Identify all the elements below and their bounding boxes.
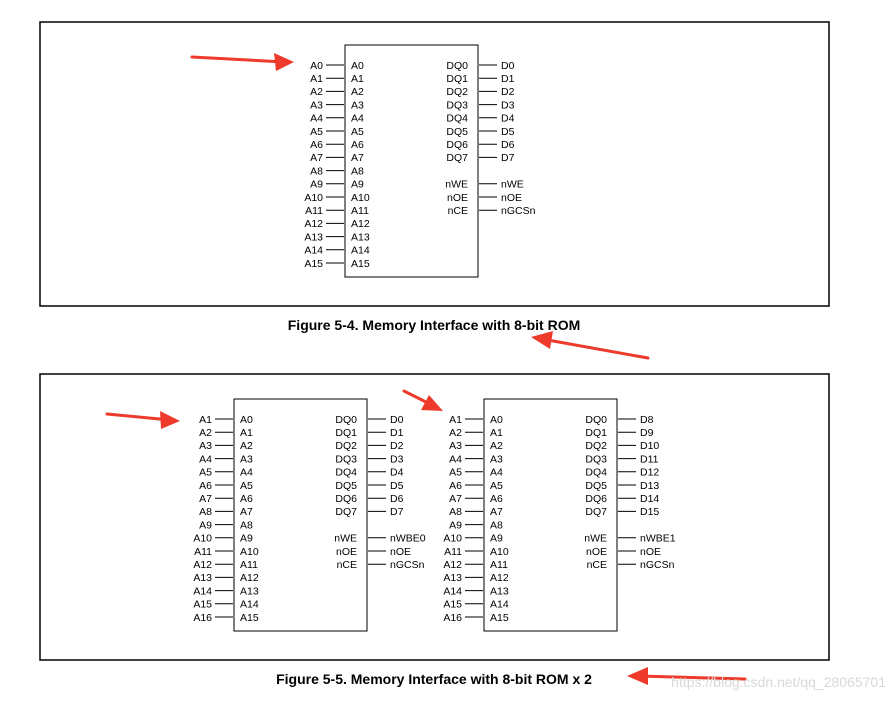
- control-pin-label: nWE: [584, 532, 607, 545]
- data-signal-label: D14: [640, 493, 660, 505]
- data-pin-label: DQ4: [585, 466, 607, 479]
- address-pin-label: A11: [351, 205, 369, 217]
- address-pin-label: A10: [351, 191, 370, 204]
- address-pin-label: A1: [490, 427, 503, 439]
- data-pin-label: DQ4: [446, 112, 468, 125]
- address-signal-label: A16: [443, 611, 462, 624]
- address-pin-label: A6: [351, 139, 364, 151]
- address-pin-label: A15: [351, 257, 370, 270]
- address-signal-label: A13: [304, 231, 323, 244]
- control-signal-label: nOE: [640, 545, 662, 558]
- address-signal-label: A5: [199, 466, 212, 479]
- control-pin-label: nCE: [336, 559, 357, 571]
- address-signal-label: A4: [199, 453, 212, 466]
- red-arrow-annotation-2: [531, 331, 648, 358]
- rom-chip-low-byte: [193, 399, 425, 631]
- address-signal-label: A7: [449, 493, 462, 505]
- rom-chip-1: [304, 45, 535, 277]
- control-pin-label: nOE: [585, 545, 607, 558]
- address-pin-label: A9: [240, 532, 253, 545]
- data-pin-label: DQ5: [585, 479, 607, 492]
- data-pin-label: DQ4: [335, 466, 357, 479]
- data-pin-label: DQ6: [585, 493, 607, 505]
- control-signal-label: nOE: [390, 545, 412, 558]
- data-signal-label: D4: [501, 112, 515, 125]
- data-pin-label: DQ0: [585, 413, 607, 426]
- figure-5-4-frame: [40, 22, 829, 306]
- control-signal-label: nGCSn: [501, 205, 536, 217]
- data-signal-label: D12: [640, 466, 660, 479]
- address-pin-label: A5: [240, 479, 253, 492]
- address-signal-label: A11: [305, 205, 323, 217]
- control-signal-label: nGCSn: [390, 559, 425, 571]
- address-pin-label: A0: [351, 59, 364, 72]
- address-pin-label: A0: [490, 413, 503, 426]
- address-pin-label: A12: [490, 572, 509, 585]
- data-signal-label: D2: [390, 440, 404, 453]
- address-pin-label: A14: [351, 244, 370, 257]
- data-signal-label: D13: [640, 479, 660, 492]
- data-signal-label: D3: [390, 453, 404, 466]
- data-pin-label: DQ0: [335, 413, 357, 426]
- address-pin-label: A12: [351, 218, 370, 231]
- control-signal-label: nWE: [501, 178, 524, 191]
- data-pin-label: DQ6: [446, 139, 468, 151]
- address-signal-label: A10: [193, 532, 212, 545]
- address-signal-label: A16: [193, 611, 212, 624]
- address-pin-label: A5: [490, 479, 503, 492]
- address-signal-label: A6: [310, 139, 323, 151]
- control-pin-label: nCE: [447, 205, 468, 217]
- address-signal-label: A1: [199, 413, 212, 426]
- address-pin-label: A9: [351, 178, 364, 191]
- address-signal-label: A12: [304, 218, 323, 231]
- address-signal-label: A2: [199, 427, 212, 439]
- address-signal-label: A15: [304, 257, 323, 270]
- address-pin-label: A2: [240, 440, 253, 453]
- address-pin-label: A15: [240, 611, 259, 624]
- address-pin-label: A2: [490, 440, 503, 453]
- address-signal-label: A13: [193, 572, 212, 585]
- red-arrow-annotation-1: [192, 53, 294, 71]
- address-signal-label: A8: [199, 506, 212, 519]
- rom-chip-high-byte: [443, 399, 675, 631]
- data-signal-label: D0: [390, 413, 404, 426]
- address-pin-label: A1: [240, 427, 253, 439]
- control-signal-label: nGCSn: [640, 559, 675, 571]
- data-signal-label: D2: [501, 86, 515, 99]
- red-arrow-annotation-4: [404, 391, 443, 411]
- address-signal-label: A12: [193, 559, 212, 571]
- address-signal-label: A13: [443, 572, 462, 585]
- data-pin-label: DQ7: [585, 506, 607, 519]
- address-pin-label: A11: [240, 559, 258, 571]
- address-pin-label: A4: [240, 466, 253, 479]
- control-pin-label: nOE: [446, 191, 468, 204]
- data-signal-label: D7: [390, 506, 404, 519]
- address-signal-label: A0: [310, 59, 323, 72]
- address-pin-label: A10: [490, 545, 509, 558]
- address-signal-label: A3: [199, 440, 212, 453]
- control-pin-label: nWE: [445, 178, 468, 191]
- address-signal-label: A2: [310, 86, 323, 99]
- address-signal-label: A9: [199, 519, 212, 532]
- data-pin-label: DQ3: [446, 99, 468, 112]
- address-signal-label: A14: [304, 244, 323, 257]
- address-signal-label: A14: [193, 585, 212, 598]
- address-signal-label: A5: [449, 466, 462, 479]
- data-signal-label: D8: [640, 413, 654, 426]
- data-signal-label: D10: [640, 440, 660, 453]
- data-pin-label: DQ5: [335, 479, 357, 492]
- address-pin-label: A15: [490, 611, 509, 624]
- red-arrow-annotation-3: [107, 411, 180, 429]
- address-signal-label: A4: [449, 453, 462, 466]
- data-pin-label: DQ2: [335, 440, 357, 453]
- address-pin-label: A7: [240, 506, 253, 519]
- address-signal-label: A1: [449, 413, 462, 426]
- address-signal-label: A11: [444, 545, 462, 558]
- address-pin-label: A13: [240, 585, 259, 598]
- data-signal-label: D9: [640, 427, 654, 439]
- control-pin-label: nCE: [586, 559, 607, 571]
- data-pin-label: DQ3: [585, 453, 607, 466]
- figure-5-5-frame: [40, 374, 829, 660]
- control-pin-label: nOE: [335, 545, 357, 558]
- address-signal-label: A8: [310, 165, 323, 178]
- control-signal-label: nWBE1: [640, 532, 676, 545]
- data-signal-label: D6: [501, 139, 515, 151]
- control-signal-label: nOE: [501, 191, 523, 204]
- address-pin-label: A14: [240, 598, 259, 611]
- address-signal-label: A2: [449, 427, 462, 439]
- address-pin-label: A4: [490, 466, 503, 479]
- data-signal-label: D7: [501, 152, 515, 165]
- address-pin-label: A12: [240, 572, 259, 585]
- address-signal-label: A15: [443, 598, 462, 611]
- data-pin-label: DQ0: [446, 59, 468, 72]
- address-signal-label: A9: [449, 519, 462, 532]
- address-signal-label: A3: [449, 440, 462, 453]
- address-pin-label: A10: [240, 545, 259, 558]
- data-pin-label: DQ6: [335, 493, 357, 505]
- address-signal-label: A12: [443, 559, 462, 571]
- address-signal-label: A1: [310, 73, 323, 85]
- address-pin-label: A6: [240, 493, 253, 505]
- address-pin-label: A14: [490, 598, 509, 611]
- address-pin-label: A4: [351, 112, 364, 125]
- address-pin-label: A8: [240, 519, 253, 532]
- data-signal-label: D6: [390, 493, 404, 505]
- address-pin-label: A7: [490, 506, 503, 519]
- address-pin-label: A3: [490, 453, 503, 466]
- address-pin-label: A11: [490, 559, 508, 571]
- address-pin-label: A5: [351, 125, 364, 138]
- address-pin-label: A8: [351, 165, 364, 178]
- data-signal-label: D1: [390, 427, 404, 439]
- data-pin-label: DQ5: [446, 125, 468, 138]
- address-signal-label: A10: [443, 532, 462, 545]
- figure-5-5-caption: Figure 5-5. Memory Interface with 8-bit ROM x 2: [276, 671, 592, 687]
- address-pin-label: A8: [490, 519, 503, 532]
- address-pin-label: A13: [490, 585, 509, 598]
- data-signal-label: D1: [501, 73, 515, 85]
- data-signal-label: D0: [501, 59, 515, 72]
- address-signal-label: A9: [310, 178, 323, 191]
- data-pin-label: DQ7: [335, 506, 357, 519]
- address-signal-label: A4: [310, 112, 323, 125]
- address-pin-label: A6: [490, 493, 503, 505]
- data-signal-label: D3: [501, 99, 515, 112]
- data-pin-label: DQ2: [585, 440, 607, 453]
- address-signal-label: A7: [310, 152, 323, 165]
- address-signal-label: A6: [199, 479, 212, 492]
- data-signal-label: D5: [501, 125, 515, 138]
- address-signal-label: A11: [194, 545, 212, 558]
- address-signal-label: A7: [199, 493, 212, 505]
- address-signal-label: A10: [304, 191, 323, 204]
- data-pin-label: DQ1: [446, 73, 468, 85]
- watermark-text: https://blog.csdn.net/qq_28065701: [671, 674, 886, 690]
- data-pin-label: DQ1: [335, 427, 357, 439]
- address-pin-label: A0: [240, 413, 253, 426]
- data-signal-label: D11: [640, 453, 659, 466]
- data-pin-label: DQ2: [446, 86, 468, 99]
- address-signal-label: A14: [443, 585, 462, 598]
- control-pin-label: nWE: [334, 532, 357, 545]
- address-signal-label: A6: [449, 479, 462, 492]
- data-pin-label: DQ3: [335, 453, 357, 466]
- data-pin-label: DQ1: [585, 427, 607, 439]
- data-pin-label: DQ7: [446, 152, 468, 165]
- data-signal-label: D5: [390, 479, 404, 492]
- address-pin-label: A2: [351, 86, 364, 99]
- address-signal-label: A15: [193, 598, 212, 611]
- data-signal-label: D15: [640, 506, 660, 519]
- data-signal-label: D4: [390, 466, 404, 479]
- address-pin-label: A9: [490, 532, 503, 545]
- figure-5-4-caption: Figure 5-4. Memory Interface with 8-bit ROM: [287, 317, 581, 333]
- address-pin-label: A13: [351, 231, 370, 244]
- address-pin-label: A3: [351, 99, 364, 112]
- address-signal-label: A5: [310, 125, 323, 138]
- address-signal-label: A3: [310, 99, 323, 112]
- address-signal-label: A8: [449, 506, 462, 519]
- address-pin-label: A1: [351, 73, 364, 85]
- control-signal-label: nWBE0: [390, 532, 426, 545]
- address-pin-label: A3: [240, 453, 253, 466]
- address-pin-label: A7: [351, 152, 364, 165]
